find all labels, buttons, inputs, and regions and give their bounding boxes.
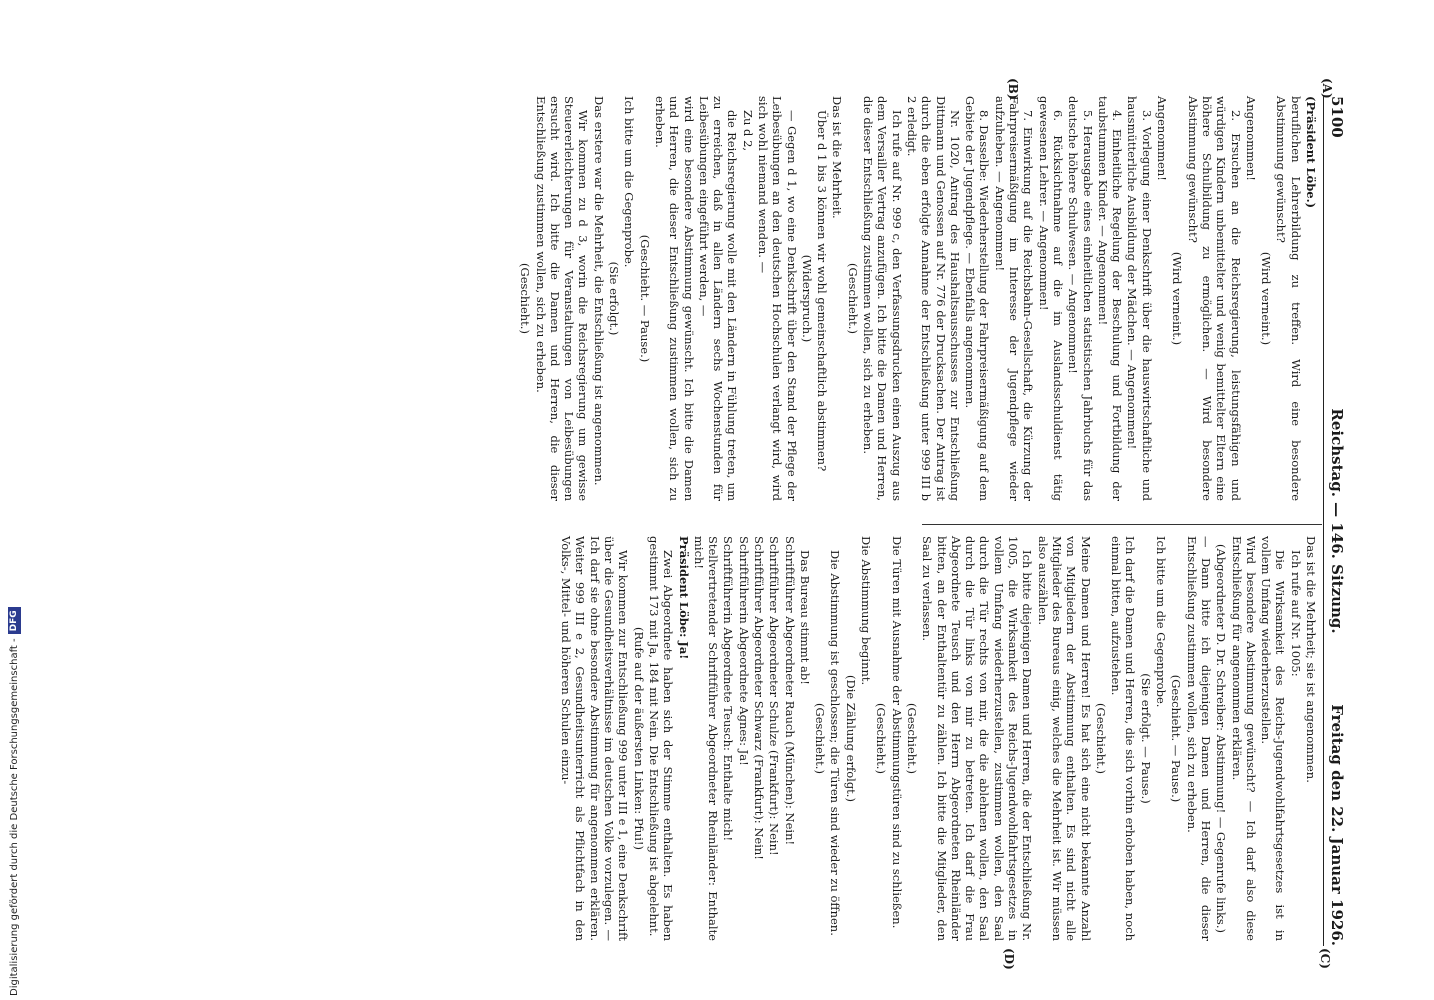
margin-mark-b: (B)	[1006, 78, 1020, 100]
digitization-credit	[6, 608, 22, 996]
paragraph: 8. Dasselbe: Wiederherstellung der Fahrpreisermäßigung auf dem Gebiete der Jugendpflege. — Ebenfalls angenommen.	[963, 96, 992, 501]
dfg-logo: DFG	[8, 607, 21, 634]
paragraph: Das ist die Mehrheit; sie ist angenommen.	[1304, 536, 1318, 783]
paragraph: Stellvertretender Schriftführer Abgeordneter Rheinländer: Enthalte mich!	[691, 536, 721, 941]
paragraph: (Geschieht.)	[904, 703, 919, 774]
paragraph: Die Türen mit Ausnahme der Abstimmungstüren sind zu schließen.	[889, 536, 904, 929]
paragraph: (Geschieht.)	[813, 703, 828, 774]
paragraph: Ich rufe auf Nr. 999 c, den Verfassungsdrucken einen Auszug aus dem Versailler Vertrag anzufügen. Ich bitte die Damen und Herren, die dieser Entschließung zustimmen wollen, sich zu erheben.	[861, 96, 904, 501]
paragraph: Ich rufe auf Nr. 1005:	[1288, 550, 1303, 677]
paragraph: Angenommen!	[1243, 96, 1258, 181]
paragraph: (Geschieht.)	[518, 263, 533, 334]
paragraph: Schriftführerin Abgeordnete Agnes: Ja!	[736, 536, 751, 766]
paragraph: 6. Rücksichtnahme auf die im Auslandsschuldienst tätig gewesenen Lehrer. — Angenommen!	[1036, 96, 1065, 501]
paragraph: — Gegen d 1, wo eine Denkschrift über den Stand der Pflege der Leibesübungen an den deutschen Hochschulen verlangt wird, wird sich wohl niemand wenden. —	[756, 96, 799, 501]
paragraph: Meine Damen und Herren! Es hat sich eine nicht bekannte Anzahl von Mitgliedern der Abstimmung enthalten. Es sind nicht alle Mitglieder des Bureaus einig, welches die Mehrheit ist. Wir müssen also auszählen.	[1035, 536, 1093, 941]
paragraph: (Die Zählung erfolgt.)	[843, 675, 858, 802]
paragraph: die Reichsregierung wolle mit den Ländern in Fühlung treten, um zu erreichen, daß in allen Ländern sechs Wochenstunden für Leibesübungen eingeführt werden, —	[696, 96, 740, 501]
paragraph: Angenommen!	[1155, 96, 1170, 181]
paragraph: Das ist die Mehrheit.	[830, 96, 845, 219]
page-header	[1323, 96, 1346, 946]
paragraph: (Geschieht.)	[874, 703, 889, 774]
paragraph: Wir kommen zu d 3, worin die Reichsregierung um gewisse Steuererleichterungen für Veranstaltungen von Leibesübungen ersucht wird. Ich bitte die Damen und Herren, die dieser Entschließung zustimmen wollen, sich zu erheben.	[533, 96, 591, 501]
paragraph: Wir kommen zur Entschließung 999 unter III e 1, eine Denkschrift über die Gesundheitsverhältnisse im deutschen Volke vorzulegen. — Ich darf sie ohne besondere Abstimmung für angenommen erklären. Weiter 999 III e 2, Gesundheitsunterricht als Pflichtfach in den Volks-, Mittel- und höheren Schulen einzu-	[559, 536, 631, 941]
paragraph: (Sie erfolgt. — Pause.)	[1138, 673, 1153, 804]
paragraph: (Geschieht. — Pause.)	[637, 234, 652, 363]
paragraph: Die Wirksamkeit des Reichs-Jugendwohlfahrtsgesetzes ist in vollem Umfang wiederherzustellen.	[1259, 536, 1288, 941]
paragraph: Schriftführer Abgeordneter Schwarz (Frankfurt): Nein!	[752, 536, 767, 860]
paragraph: (Geschieht. — Pause.)	[1169, 674, 1184, 803]
paragraph: Das Bureau stimmt ab!	[797, 550, 812, 685]
paragraph: (Wird verneint.)	[1259, 251, 1274, 346]
paragraph: 4. Einheitliche Regelung der Beschulung und Fortbildung der taubstummen Kinder. — Angenommen!	[1095, 96, 1125, 501]
page-title: Reichstag. — 146. Sitzung.	[1328, 408, 1346, 634]
paragraph: Zu d 2,	[740, 110, 755, 152]
page-number: 5100	[1328, 96, 1346, 138]
paragraph: (Rufe auf der äußersten Linken: Pfui!)	[631, 626, 646, 851]
paragraph: Schriftführer Abgeordneter Schulze (Frankfurt): Nein!	[767, 536, 782, 856]
paragraph: Über d 1 bis 3 können wir wohl gemeinschaftlich abstimmen?	[815, 110, 830, 472]
paragraph: Ich darf die Damen und Herren, die sich vorhin erhoben haben, noch einmal bitten, aufzustehen.	[1109, 536, 1138, 941]
paragraph: beruflichen Lehrerbildung zu treffen. Wird eine besondere Abstimmung gewünscht?	[1274, 96, 1303, 501]
paragraph: (Sie erfolgt.)	[607, 261, 622, 336]
left-column	[518, 96, 1318, 501]
paragraph: Schriftführer Abgeordneter Rauch (München): Nein!	[782, 536, 797, 846]
paragraph: (Geschieht.)	[1093, 703, 1108, 774]
paragraph: (Abgeordneter D. Dr. Schreiber: Abstimmung! — Gegenrufe links.)	[1214, 544, 1229, 933]
paragraph: — Dann bitte ich diejenigen Damen und Herren, die dieser Entschließung zustimmen wollen, sich zu erheben.	[1184, 536, 1213, 941]
paragraph: Nr. 1020, Antrag des Haushaltsausschusses zur Entschließung Dittmann und Genossen auf Nr. 776 der Drucksachen. Der Antrag ist durch die eben erfolgte Annahme der Entschließung unter 999 III b 2 erledigt.	[904, 96, 962, 501]
paragraph: Die Abstimmung beginnt.	[859, 536, 874, 686]
rotated-page	[46, 78, 1346, 970]
margin-mark-a: (A)	[1320, 78, 1334, 99]
paragraph: (Wird verneint.)	[1170, 251, 1185, 346]
paragraph: Das erstere war die Mehrheit, die Entschließung ist angenommen.	[591, 96, 606, 486]
paragraph: Schriftführerin Abgeordnete Teusch: Enthalte mich!	[721, 536, 736, 842]
paragraph: Ich bitte um die Gegenprobe.	[622, 96, 637, 268]
paragraph: wird eine besondere Abstimmung gewünscht. Ich bitte die Damen und Herren, die dieser Entschließung zustimmen wollen, sich zu erheben.	[652, 96, 696, 501]
paragraph: (Geschieht.)	[845, 263, 860, 334]
paragraph: Wird besondere Abstimmung gewünscht? — Ich darf also diese Entschließung für angenommen erklären.	[1229, 536, 1258, 941]
paragraph: Zwei Abgeordnete haben sich der Stimme enthalten. Es haben gestimmt 173 mit Ja, 184 mit Nein. Die Entschließung ist abgelehnt.	[646, 536, 676, 941]
session-date: Freitag den 22. Januar 1926.	[1328, 704, 1346, 946]
paragraph: 7. Einwirkung auf die Reichsbahn-Gesellschaft, die Kürzung der Fahrpreisermäßigung im Interesse der Jugendpflege wieder aufzuheben. — Angenommen!	[992, 96, 1036, 501]
margin-mark-d: (D)	[1002, 948, 1016, 970]
paragraph: 3. Vorlegung einer Denkschrift über die hauswirtschaftliche und hausmütterliche Ausbildung der Mädchen. — Angenommen!	[1125, 96, 1154, 501]
paragraph: Präsident Löbe: Ja!	[676, 536, 691, 660]
paragraph: (Widerspruch.)	[799, 254, 814, 343]
credit-text: Digitalisierung gefördert durch die Deutsche Forschungsgemeinschaft -	[8, 638, 20, 996]
paragraph: Die Abstimmung ist geschlossen; die Türen sind wieder zu öffnen.	[828, 550, 843, 936]
paragraph: (Präsident Löbe.)	[1304, 96, 1318, 209]
column-divider	[922, 524, 1322, 525]
paragraph: 5. Herausgabe eines einheitlichen statistischen Jahrbuchs für das deutsche höhere Schulwesen. — Angenommen!	[1066, 96, 1095, 501]
paragraph: 2. Ersuchen an die Reichsregierung, leistungsfähigen und würdigen Kindern unbemittelter und wenig bemittelter Eltern eine höhere Schulbildung zu ermöglichen. — Wird besondere Abstimmung gewünscht?	[1185, 96, 1243, 501]
paragraph: Ich bitte diejenigen Damen und Herren, die der Entschließung Nr. 1005, die Wirksamkeit des Reichs-Jugendwohlfahrtsgesetzes in vollem Umfang wiederherzustellen, zustimmen wollen, den Saal durch die Tür rechts von mir, die die ablehnen wollen, den Saal durch die Tür links von mir zu betreten. Ich darf die Frau Abgeordnete Teusch und den Herrn Abgeordneten Rheinländer bitten, an der Enthaltentür zu zählen. Ich bitte die Mitglieder, den Saal zu verlassen.	[920, 536, 1035, 941]
margin-mark-c: (C)	[1318, 948, 1332, 969]
right-column	[559, 536, 1318, 941]
paragraph: Ich bitte um die Gegenprobe.	[1154, 536, 1169, 708]
